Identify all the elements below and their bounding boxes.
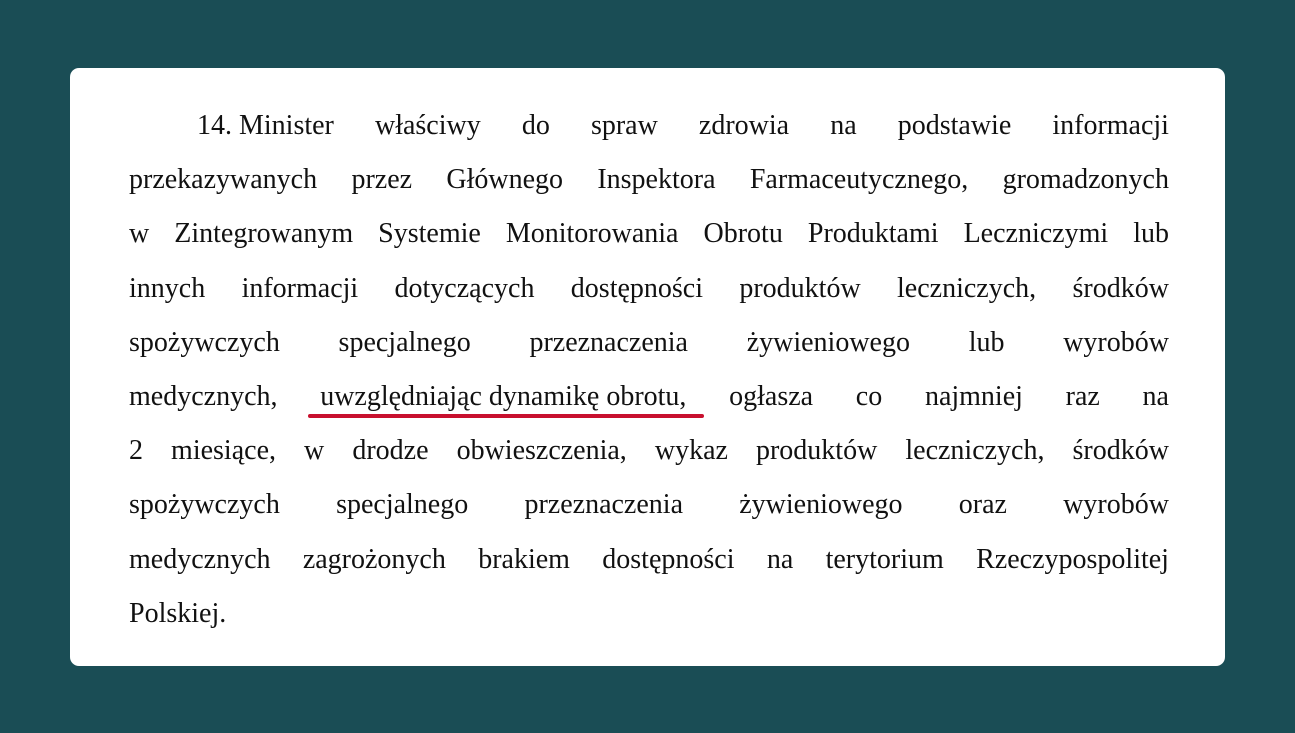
word: specjalnego <box>338 326 471 358</box>
word: lub <box>1133 218 1169 250</box>
word: zagrożonych <box>302 543 446 575</box>
paragraph-line <box>129 153 1169 207</box>
word: Systemie <box>378 218 481 250</box>
word: Inspektora <box>597 164 716 196</box>
word: żywieniowego <box>746 326 910 358</box>
line-text: Polskiej. <box>129 597 227 629</box>
word: oraz <box>958 489 1007 521</box>
word: na <box>1142 380 1169 412</box>
word: ogłasza <box>729 380 814 412</box>
word: 2 <box>129 435 143 467</box>
paragraph-line <box>129 262 1169 316</box>
word: specjalnego <box>336 489 469 521</box>
word: 14. Minister <box>197 110 334 141</box>
word: lub <box>968 326 1005 358</box>
word: Głównego <box>446 164 564 196</box>
word: miesiące, <box>171 435 276 467</box>
word: obwieszczenia, <box>456 435 627 467</box>
word: innych <box>129 272 206 304</box>
paragraph-line <box>129 424 1169 478</box>
word: gromadzonych <box>1002 164 1169 196</box>
paragraph-line <box>129 99 1169 153</box>
paragraph-line <box>129 207 1169 261</box>
word: przeznaczenia <box>529 326 688 358</box>
word: żywieniowego <box>739 489 903 521</box>
word: leczniczych, <box>905 435 1045 467</box>
paragraph-line <box>129 316 1169 370</box>
word: medycznych <box>129 543 271 575</box>
word: terytorium <box>825 543 944 575</box>
word: drodze <box>352 435 429 467</box>
word: spożywczych <box>129 489 280 521</box>
word: leczniczych, <box>897 272 1037 304</box>
paragraph-line <box>129 533 1169 587</box>
word: na <box>766 543 794 575</box>
word: wyrobów <box>1063 489 1169 521</box>
word: dostępności <box>570 272 704 304</box>
word: przekazywanych <box>129 164 318 196</box>
word: w <box>129 218 150 250</box>
word: dotyczących <box>394 272 535 304</box>
word: przeznaczenia <box>524 489 683 521</box>
word: brakiem <box>478 543 570 575</box>
word: spożywczych <box>129 326 280 358</box>
paragraph-line <box>129 478 1169 532</box>
paragraph-line-last <box>129 587 1169 641</box>
word: środków <box>1072 272 1169 304</box>
word: do <box>521 110 550 141</box>
word: zdrowia <box>698 110 790 141</box>
word: produktów <box>755 435 878 467</box>
word: Leczniczymi <box>963 218 1109 250</box>
legal-paragraph <box>129 99 1169 641</box>
word: informacji <box>1052 110 1169 141</box>
word: wykaz <box>654 435 728 467</box>
word: najmniej <box>924 380 1023 412</box>
word: dostępności <box>602 543 735 575</box>
word: Zintegrowanym <box>174 218 354 250</box>
word: co <box>855 380 883 412</box>
word: medycznych, <box>129 380 278 412</box>
paragraph-line <box>129 370 1169 424</box>
highlighted-phrase: uwzględniając dynamikę obrotu, <box>320 370 686 424</box>
word: wyrobów <box>1063 326 1169 358</box>
word: właściwy <box>374 110 481 141</box>
word: przez <box>351 164 413 196</box>
word: Produktami <box>807 218 939 250</box>
word: na <box>830 110 857 141</box>
word: w <box>304 435 325 467</box>
word: produktów <box>739 272 861 304</box>
word: raz <box>1065 380 1100 412</box>
word: Obrotu <box>703 218 783 250</box>
word: podstawie <box>897 110 1012 141</box>
word: środków <box>1072 435 1169 467</box>
word: Monitorowania <box>505 218 679 250</box>
word: Rzeczypospolitej <box>976 543 1169 575</box>
word: informacji <box>241 272 359 304</box>
word: spraw <box>590 110 658 141</box>
word: Farmaceutycznego, <box>749 164 969 196</box>
